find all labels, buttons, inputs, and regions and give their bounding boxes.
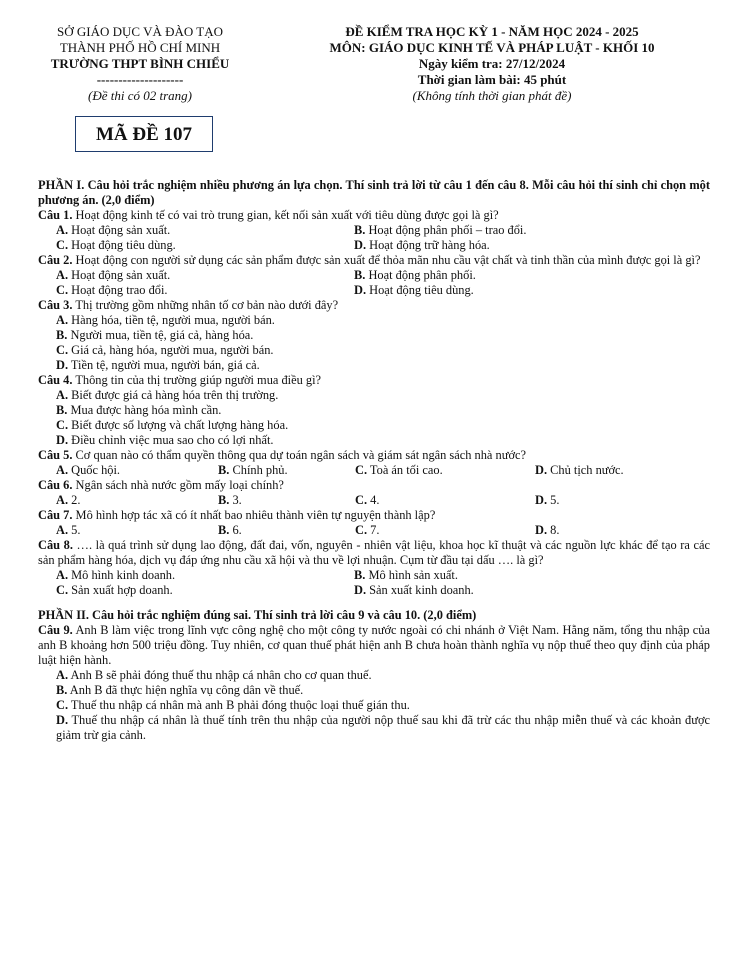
question-text: Hoạt động con người sử dụng các sản phẩm được sản xuất để thỏa mãn nhu cầu vật chất và tinh thần của mình được gọi là gì?	[75, 253, 701, 267]
option-b: B. Mua được hàng hóa mình cần.	[56, 403, 222, 417]
option-d: D. Hoạt động tiêu dùng.	[354, 283, 474, 297]
exam-duration: Thời gian làm bài: 45 phút	[417, 72, 567, 87]
option-a: A. 2.	[56, 493, 81, 507]
question-text: Thông tin của thị trường giúp người mua điều gì?	[75, 373, 322, 387]
question-5-options	[38, 463, 710, 478]
question-6	[38, 478, 710, 493]
question-text: Thị trường gồm những nhân tố cơ bản nào dưới đây?	[75, 298, 339, 312]
option-c: C. Giá cả, hàng hóa, người mua, người bán.	[56, 343, 274, 357]
statement-a: A. Anh B sẽ phải đóng thuế thu nhập cá nhân cho cơ quan thuế.	[56, 668, 372, 682]
option-d: D. 5.	[535, 493, 560, 507]
statement-b: B. Anh B đã thực hiện nghĩa vụ công dân về thuế.	[56, 683, 304, 697]
exam-code-box	[75, 116, 213, 152]
question-2-options	[38, 268, 710, 298]
option-a: A. 5.	[56, 523, 81, 537]
option-b: B. Hoạt động phân phối.	[354, 268, 476, 282]
question-1	[38, 208, 710, 223]
option-a: A. Biết được giá cả hàng hóa trên thị trường.	[56, 388, 279, 402]
option-c: C. 7.	[355, 523, 380, 537]
option-a: A. Mô hình kinh doanh.	[56, 568, 176, 582]
question-6-options	[38, 493, 710, 508]
statement-d: D. Thuế thu nhập cá nhân là thuế tính trên thu nhập của người nộp thuế sau khi đã trừ các thu nhập miễn thuế và các khoản được giảm trừ gia cảnh.	[56, 713, 710, 742]
question-label: Câu 8.	[38, 538, 73, 552]
question-text: …. là quá trình sử dụng lao động, đất đai, vốn, nguyên - nhiên vật liệu, khoa học kĩ thuật và các nguồn lực khác để tạo ra các sản phẩm hàng hóa, dịch vụ đáp ứng nhu cầu xã hội và thu về lợi nhuận. Cụm từ đầu tại dấu …. là gì?	[38, 538, 710, 567]
option-b: B. Chính phủ.	[218, 463, 288, 477]
question-5	[38, 448, 710, 463]
option-c: C. Biết được số lượng và chất lượng hàng hóa.	[56, 418, 289, 432]
question-label: Câu 3.	[38, 298, 73, 312]
option-b: B. 3.	[218, 493, 242, 507]
option-b: B. Hoạt động phân phối – trao đổi.	[354, 223, 527, 237]
question-text: Cơ quan nào có thẩm quyền thông qua dự toán ngân sách và giám sát ngân sách nhà nước?	[75, 448, 526, 462]
question-3-options	[38, 313, 710, 373]
option-c: C. Hoạt động trao đổi.	[56, 283, 168, 297]
question-7-options	[38, 523, 710, 538]
dept-line-2: THÀNH PHỐ HỒ CHÍ MINH	[59, 40, 221, 55]
question-label: Câu 6.	[38, 478, 73, 492]
option-b: B. Người mua, tiền tệ, giá cả, hàng hóa.	[56, 328, 254, 342]
question-3	[38, 298, 710, 313]
exam-content	[38, 178, 710, 743]
question-text: Mô hình hợp tác xã có ít nhất bao nhiêu thành viên tự nguyện thành lập?	[75, 508, 436, 522]
header-right	[262, 24, 722, 104]
question-2	[38, 253, 710, 268]
header-separator: --------------------	[96, 72, 184, 87]
question-label: Câu 4.	[38, 373, 73, 387]
question-4	[38, 373, 710, 388]
duration-note: (Không tính thời gian phát đề)	[412, 88, 572, 103]
option-a: A. Hoạt động sản xuất.	[56, 268, 171, 282]
dept-line-1: SỞ GIÁO DỤC VÀ ĐÀO TẠO	[57, 24, 223, 39]
option-c: C. 4.	[355, 493, 380, 507]
option-d: D. Hoạt động trữ hàng hóa.	[354, 238, 490, 252]
question-label: Câu 2.	[38, 253, 73, 267]
option-b: B. Mô hình sản xuất.	[354, 568, 458, 582]
question-label: Câu 9.	[38, 623, 73, 637]
question-text: Anh B làm việc trong lĩnh vực công nghệ cho một công ty nước ngoài có chi nhánh ở Việt Nam. Hằng năm, tổng thu nhập của anh B khoảng hơn 500 triệu đồng. Tuy nhiên, cơ quan thuế phát hiện anh B chưa hoàn thành nghĩa vụ nộp thuế theo quy định của pháp luật hiện hành.	[38, 623, 710, 667]
header-left	[30, 24, 250, 104]
exam-subject: MÔN: GIÁO DỤC KINH TẾ VÀ PHÁP LUẬT - KHỐI 10	[329, 40, 655, 55]
statement-c: C. Thuế thu nhập cá nhân mà anh B phải đóng thuộc loại thuế gián thu.	[56, 698, 410, 712]
option-d: D. Chủ tịch nước.	[535, 463, 624, 477]
part1-title: PHẦN I. Câu hỏi trắc nghiệm nhiều phương án lựa chọn. Thí sinh trả lời từ câu 1 đến câu 8. Mỗi câu hỏi thí sinh chỉ chọn một phương án. (2,0 điểm)	[38, 178, 710, 207]
question-label: Câu 7.	[38, 508, 73, 522]
school-name: TRƯỜNG THPT BÌNH CHIỂU	[50, 56, 230, 71]
question-4-options	[38, 388, 710, 448]
question-label: Câu 1.	[38, 208, 73, 222]
option-a: A. Hàng hóa, tiền tệ, người mua, người bán.	[56, 313, 275, 327]
question-label: Câu 5.	[38, 448, 73, 462]
option-c: C. Toà án tối cao.	[355, 463, 443, 477]
option-c: C. Sản xuất hợp doanh.	[56, 583, 173, 597]
question-text: Hoạt động kinh tế có vai trò trung gian, kết nối sản xuất với tiêu dùng được gọi là gì?	[75, 208, 499, 222]
exam-title: ĐỀ KIỂM TRA HỌC KỲ 1 - NĂM HỌC 2024 - 2025	[345, 24, 639, 39]
option-d: D. Điều chỉnh việc mua sao cho có lợi nhất.	[56, 433, 274, 447]
option-b: B. 6.	[218, 523, 242, 537]
option-c: C. Hoạt động tiêu dùng.	[56, 238, 176, 252]
pages-note: (Đề thi có 02 trang)	[88, 88, 192, 103]
question-text: Ngân sách nhà nước gồm mấy loại chính?	[75, 478, 284, 492]
option-d: D. Tiền tệ, người mua, người bán, giá cả.	[56, 358, 260, 372]
question-1-options	[38, 223, 710, 253]
part2-title: PHẦN II. Câu hỏi trắc nghiệm đúng sai. Thí sinh trả lời câu 9 và câu 10. (2,0 điểm)	[38, 608, 477, 622]
question-9	[38, 623, 710, 668]
question-8-options	[38, 568, 710, 598]
option-a: A. Hoạt động sản xuất.	[56, 223, 171, 237]
option-d: D. 8.	[535, 523, 560, 537]
question-8	[38, 538, 710, 568]
question-7	[38, 508, 710, 523]
option-a: A. Quốc hội.	[56, 463, 121, 477]
exam-code: MÃ ĐỀ 107	[95, 123, 193, 145]
option-d: D. Sản xuất kinh doanh.	[354, 583, 474, 597]
exam-date: Ngày kiểm tra: 27/12/2024	[418, 56, 566, 71]
